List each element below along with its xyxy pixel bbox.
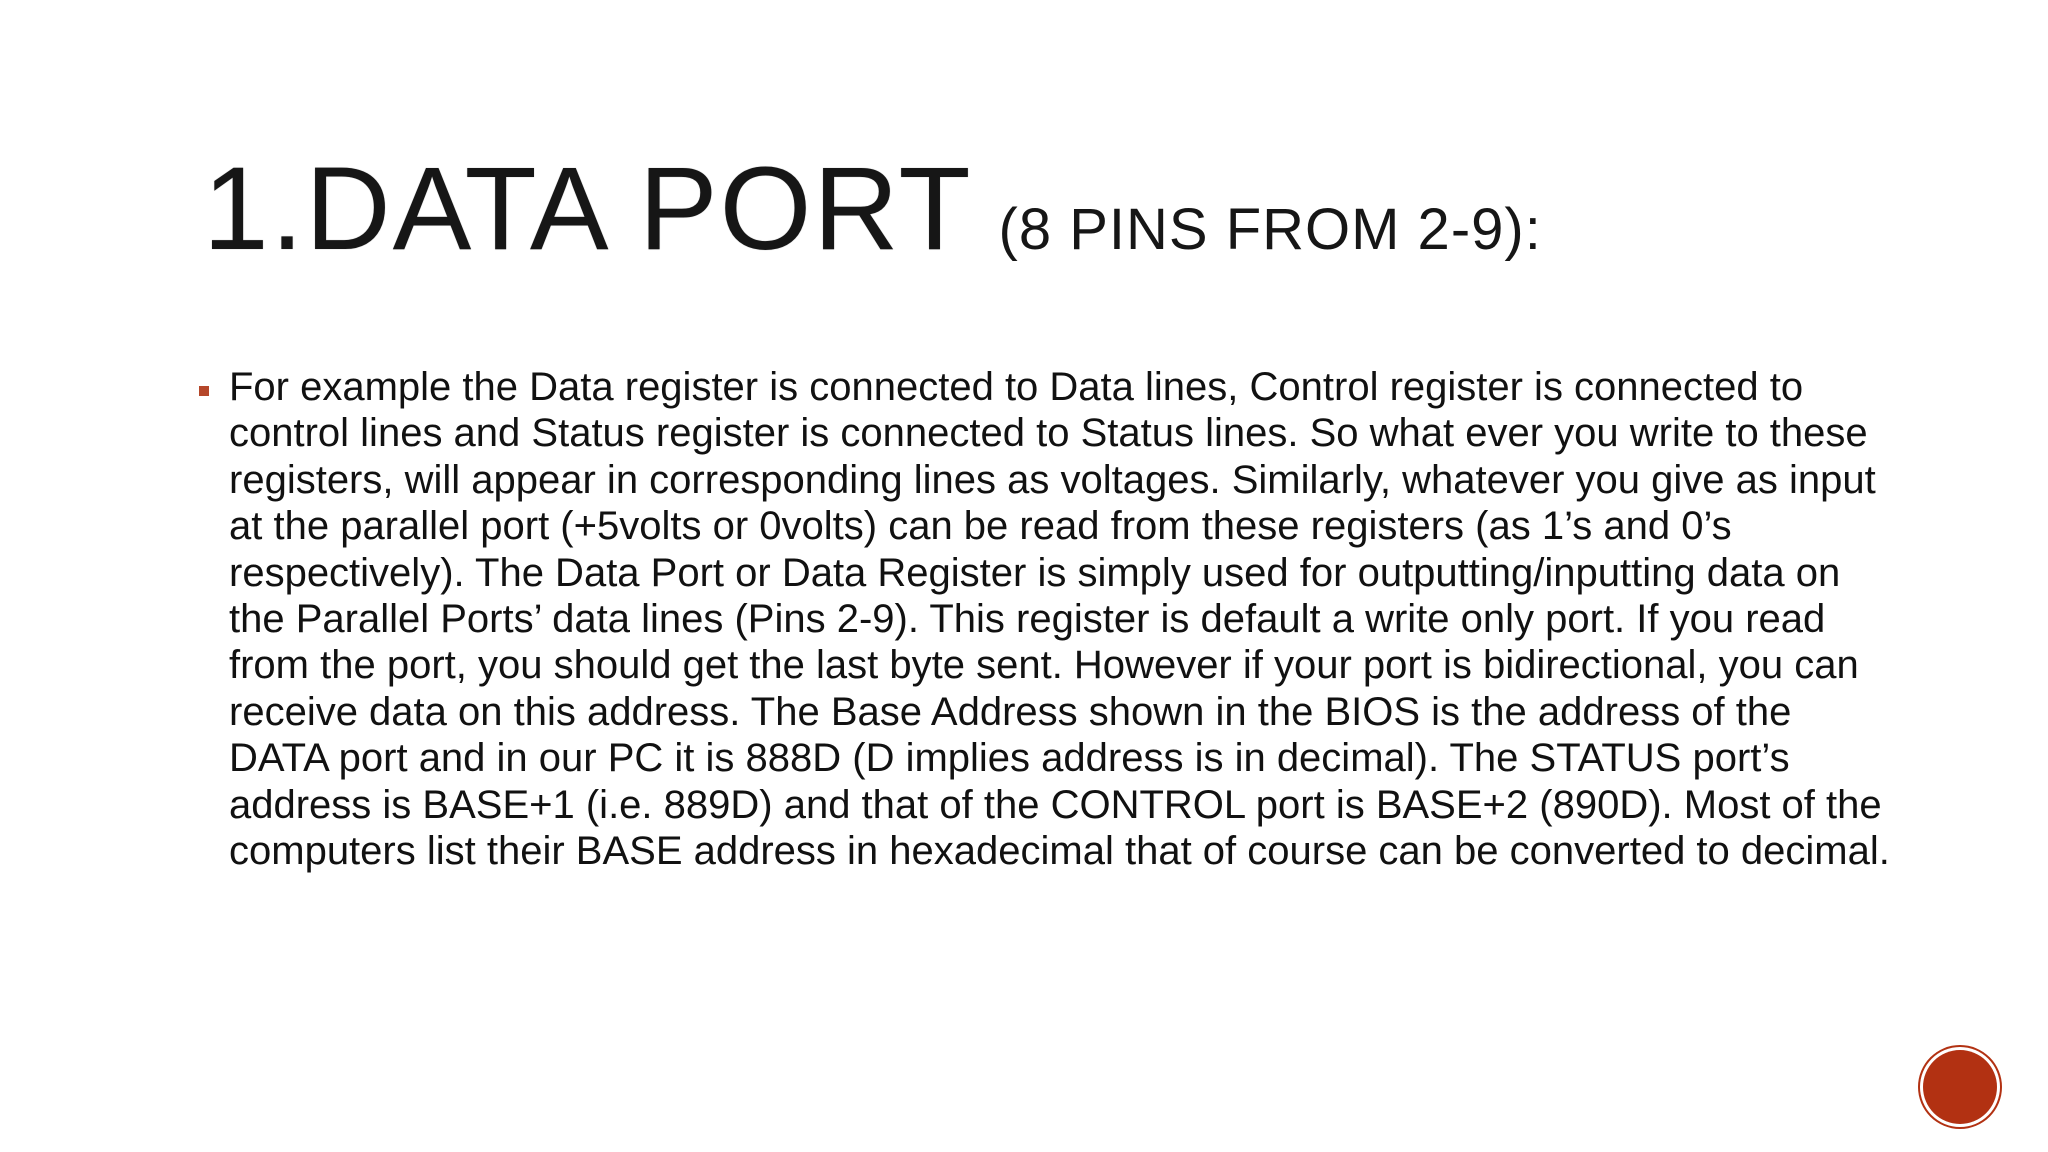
bullet-list (196, 364, 1896, 874)
title-subtitle: (8 PINS FROM 2-9): (998, 197, 1542, 262)
slide-title (203, 143, 1542, 275)
bullet-text: For example the Data register is connected to Data lines, Control register is connected to control lines and Status register is connected to Status lines. So what ever you write to these registers, will appear in corresponding lines as voltages. Similarly, whatever you give as input at the parallel port (+5volts or 0volts) can be read from these registers (as 1’s and 0’s respectively). The Data Port or Data Register is simply used for outputting/inputting data on the Parallel Ports’ data lines (Pins 2-9). This register is default a write only port. If you read from the port, you should get the last byte sent. However if your port is bidirectional, you can receive data on this address. The Base Address shown in the BIOS is the address of the DATA port and in our PC it is 888D (D implies address is in decimal). The STATUS port’s address is BASE+1 (i.e. 889D) and that of the CONTROL port is BASE+2 (890D). Most of the computers list their BASE address in hexadecimal that of course can be converted to decimal. (229, 365, 1890, 874)
red-circle-button-icon[interactable] (1923, 1050, 1997, 1124)
bullet-item (196, 364, 1896, 874)
title-main: 1.DATA PORT (203, 143, 973, 275)
square-bullet-icon (199, 386, 209, 396)
